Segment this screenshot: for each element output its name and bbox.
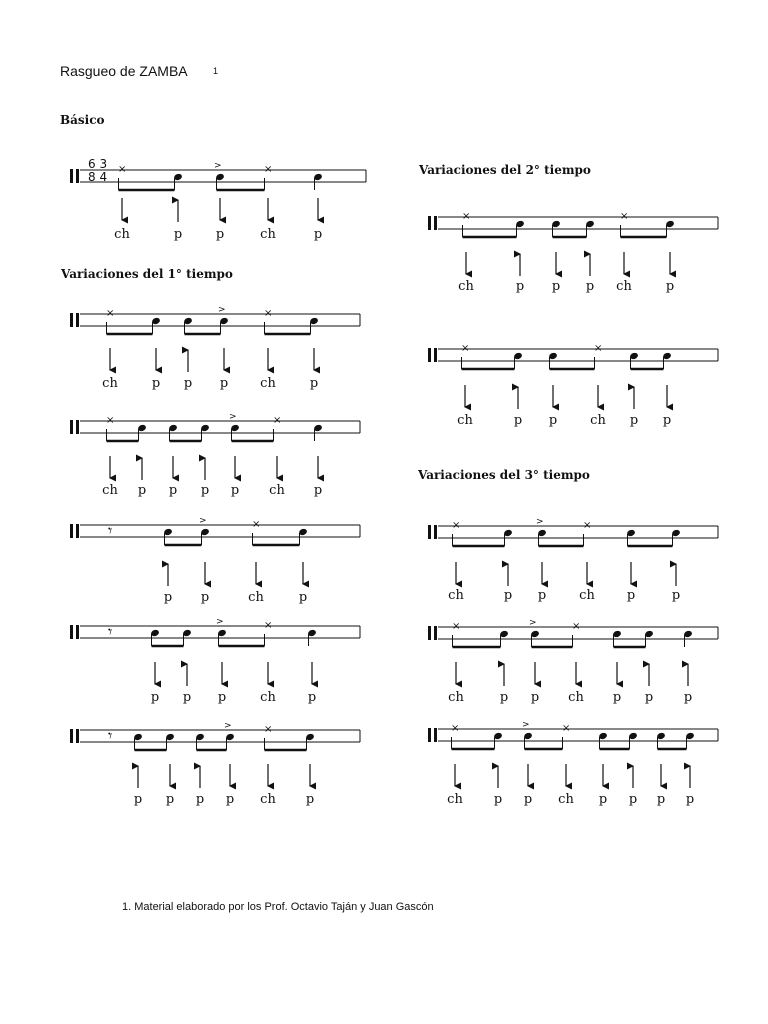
cross-notehead-icon: × (461, 343, 470, 354)
eighth-rest-icon: 𝄾 (108, 521, 113, 540)
stroke-label: p (305, 792, 315, 807)
stroke-label: p (499, 690, 509, 705)
stroke-label: p (628, 792, 638, 807)
stroke-label: p (548, 413, 558, 428)
cross-notehead-icon: × (452, 520, 461, 531)
heading-variaciones-3: Variaciones del 3° tiempo (418, 468, 590, 482)
stroke-label: p (215, 227, 225, 242)
stroke-label: p (230, 483, 240, 498)
percussion-clef-bar (76, 420, 79, 434)
stroke-label: p (183, 376, 193, 391)
percussion-clef-bar (428, 525, 431, 539)
cross-notehead-icon: × (106, 415, 115, 426)
stroke-label: ch (448, 588, 464, 603)
cross-notehead-icon: × (118, 164, 127, 175)
stroke-label: p (309, 376, 319, 391)
stroke-label: p (665, 279, 675, 294)
cross-notehead-icon: × (462, 211, 471, 222)
heading-variaciones-1: Variaciones del 1° tiempo (61, 267, 233, 281)
stroke-label: ch (457, 413, 473, 428)
accent-icon: > (214, 161, 222, 171)
stroke-label: p (173, 227, 183, 242)
accent-icon: > (536, 517, 544, 527)
percussion-clef-bar (76, 625, 79, 639)
stroke-label: ch (447, 792, 463, 807)
percussion-clef-bar (76, 169, 79, 183)
stroke-label: p (656, 792, 666, 807)
cross-notehead-icon: × (451, 723, 460, 734)
stroke-label: ch (260, 690, 276, 705)
stroke-label: ch (590, 413, 606, 428)
stroke-label: p (626, 588, 636, 603)
accent-icon: > (522, 720, 530, 730)
stroke-label: p (612, 690, 622, 705)
cross-notehead-icon: × (594, 343, 603, 354)
stroke-label: p (307, 690, 317, 705)
stroke-label: p (685, 792, 695, 807)
percussion-clef-bar (428, 626, 431, 640)
accent-icon: > (229, 412, 237, 422)
cross-notehead-icon: × (452, 621, 461, 632)
stroke-label: ch (568, 690, 584, 705)
cross-notehead-icon: × (252, 519, 261, 530)
accent-icon: > (529, 618, 537, 628)
cross-notehead-icon: × (264, 308, 273, 319)
stroke-label: p (662, 413, 672, 428)
time-sig-upper: 6 3 (88, 157, 108, 171)
stroke-label: p (629, 413, 639, 428)
stroke-label: p (683, 690, 693, 705)
stroke-label: p (165, 792, 175, 807)
eighth-rest-icon: 𝄾 (108, 726, 113, 745)
stroke-label: p (151, 376, 161, 391)
stroke-label: p (163, 590, 173, 605)
stroke-label: p (530, 690, 540, 705)
stroke-label: p (182, 690, 192, 705)
stroke-label: ch (579, 588, 595, 603)
percussion-clef-bar (434, 348, 437, 362)
percussion-clef-bar (70, 524, 73, 538)
stroke-label: p (503, 588, 513, 603)
stroke-label: p (137, 483, 147, 498)
stroke-label: ch (248, 590, 264, 605)
stroke-label: p (217, 690, 227, 705)
stroke-label: p (598, 792, 608, 807)
cross-notehead-icon: × (620, 211, 629, 222)
stroke-label: p (133, 792, 143, 807)
cross-notehead-icon: × (264, 164, 273, 175)
stroke-label: p (585, 279, 595, 294)
cross-notehead-icon: × (106, 308, 115, 319)
footnote: 1. Material elaborado por los Prof. Octavio Taján y Juan Gascón (122, 901, 434, 913)
stroke-label: p (493, 792, 503, 807)
stroke-label: p (150, 690, 160, 705)
percussion-clef-bar (76, 524, 79, 538)
heading-variaciones-2: Variaciones del 2° tiempo (419, 163, 591, 177)
stroke-label: p (168, 483, 178, 498)
eighth-rest-icon: 𝄾 (108, 622, 113, 641)
stroke-label: p (523, 792, 533, 807)
percussion-clef-bar (76, 313, 79, 327)
stroke-label: p (200, 483, 210, 498)
stroke-label: ch (269, 483, 285, 498)
stroke-label: ch (114, 227, 130, 242)
stroke-label: ch (260, 227, 276, 242)
stroke-label: ch (260, 376, 276, 391)
stroke-label: p (298, 590, 308, 605)
cross-notehead-icon: × (264, 724, 273, 735)
stroke-label: ch (102, 483, 118, 498)
cross-notehead-icon: × (583, 520, 592, 531)
stroke-label: p (200, 590, 210, 605)
stroke-label: p (313, 483, 323, 498)
percussion-clef-bar (70, 729, 73, 743)
time-sig-lower: 8 4 (88, 170, 108, 184)
percussion-clef-bar (428, 348, 431, 362)
accent-icon: > (218, 305, 226, 315)
page-title: Rasgueo de ZAMBA (60, 63, 188, 79)
percussion-clef-bar (434, 626, 437, 640)
accent-icon: > (216, 617, 224, 627)
stroke-label: p (313, 227, 323, 242)
stroke-label: p (537, 588, 547, 603)
stroke-label: p (515, 279, 525, 294)
stroke-label: p (644, 690, 654, 705)
percussion-clef-bar (428, 216, 431, 230)
accent-icon: > (224, 721, 232, 731)
stroke-label: p (195, 792, 205, 807)
percussion-clef-bar (76, 729, 79, 743)
percussion-clef-bar (70, 420, 73, 434)
cross-notehead-icon: × (264, 620, 273, 631)
stroke-label: ch (458, 279, 474, 294)
percussion-clef-bar (70, 169, 73, 183)
stroke-label: p (219, 376, 229, 391)
percussion-clef-bar (434, 728, 437, 742)
percussion-clef-bar (70, 313, 73, 327)
percussion-clef-bar (434, 216, 437, 230)
cross-notehead-icon: × (572, 621, 581, 632)
footnote-marker: 1 (213, 66, 219, 76)
stroke-label: ch (448, 690, 464, 705)
percussion-clef-bar (434, 525, 437, 539)
percussion-clef-bar (70, 625, 73, 639)
stroke-label: p (513, 413, 523, 428)
heading-basico: Básico (60, 113, 105, 127)
stroke-label: p (551, 279, 561, 294)
stroke-label: ch (616, 279, 632, 294)
stroke-label: ch (102, 376, 118, 391)
stroke-label: ch (558, 792, 574, 807)
accent-icon: > (199, 516, 207, 526)
percussion-clef-bar (428, 728, 431, 742)
stroke-label: p (225, 792, 235, 807)
cross-notehead-icon: × (273, 415, 282, 426)
stroke-label: p (671, 588, 681, 603)
cross-notehead-icon: × (562, 723, 571, 734)
stroke-label: ch (260, 792, 276, 807)
